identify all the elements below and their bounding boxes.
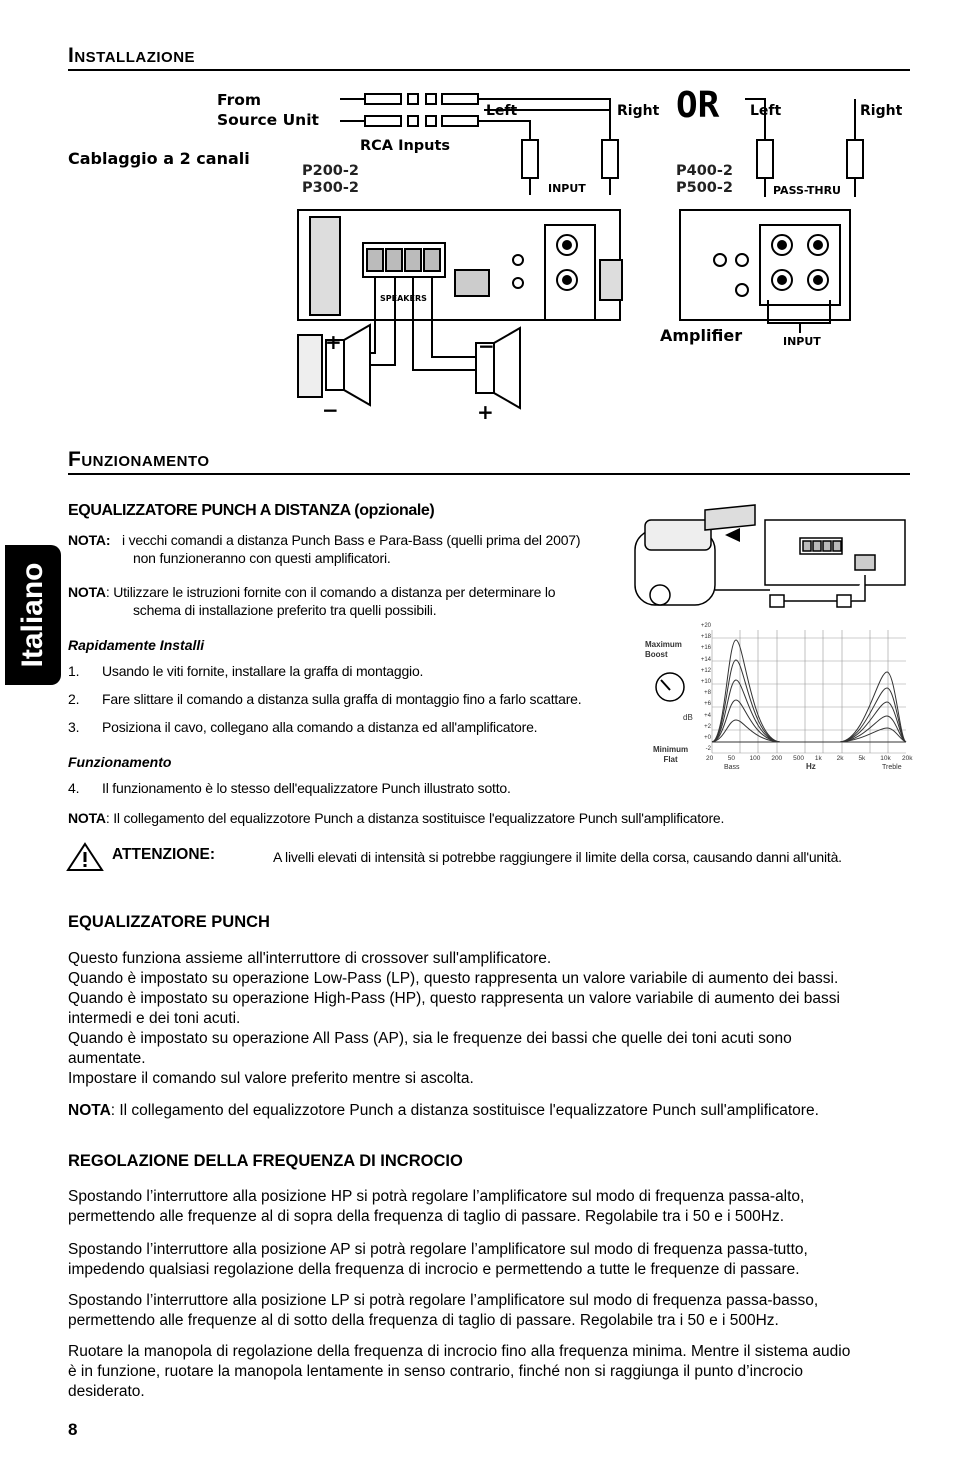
remote-control-illustration [615,500,910,620]
step-number: 2. [68,691,80,707]
note-2-line1: : Utilizzare le istruzioni fornite con il comando a distanza per determinare lo [105,584,556,600]
punch-eq-note [68,1101,910,1121]
note-2-label: NOTA [68,584,106,600]
eq-y-ticks [695,621,711,755]
left-label-b: Left [750,103,782,119]
operation-subheading: Funzionamento [68,754,172,770]
remote-eq-heading-text: EQUALIZZATORE PUNCH A DISTANZA [68,502,351,519]
eq-x-tick: 10k [880,755,891,762]
eq-x-tick: 2k [836,755,844,762]
list-item [68,718,628,746]
eq-y-tick: +8 [704,690,711,697]
note-1-label: NOTA: [68,532,111,548]
punch-eq-line: Questo funziona assieme all'interruttore di crossover sull'amplificatore. [68,950,552,967]
note-3 [68,809,910,827]
crossover-line: Spostando l’interruttore alla posizione LP si potrà regolare l’amplificatore sul modo di frequenza passa-basso, [68,1292,819,1309]
eq-db-label: dB [683,713,693,722]
step-text: Posiziona il cavo, collegano alla comando a distanza ed all'amplificatore. [102,719,538,735]
model-p300: P300-2 [302,180,360,196]
list-item [68,662,628,690]
crossover-line: permettendo alle frequenze al di sotto della frequenza di taglio di passare. Regolabile tra i 50 e i 500Hz. [68,1312,779,1329]
note-2 [68,583,628,619]
punch-eq-line: Quando è impostato su operazione High-Pass (HP), questo rappresenta un valore variabile di aumento dei bassi [68,990,840,1007]
punch-eq-body [68,949,910,1089]
eq-min-line2: Flat [663,755,678,764]
step-number: 3. [68,719,80,735]
eq-y-tick: +20 [700,623,711,629]
language-side-tab [5,545,61,685]
punch-eq-line: Impostare il comando sul valore preferito mentre si ascolta. [68,1070,474,1087]
eq-min-flat-label [653,745,688,765]
punch-eq-line: aumentate. [68,1050,146,1067]
step-text: Fare slittare il comando a distanza sulla graffa di montaggio fino a farlo scattare. [102,691,582,707]
punch-eq-note-label: NOTA [68,1102,111,1119]
crossover-line: Spostando l’interruttore alla posizione HP si potrà regolare l’amplificatore sul modo di frequenza passa-alto, [68,1188,805,1205]
note-2-line2: schema di installazione preferito tra quelli possibili. [133,602,437,618]
from-source-line1: From [217,91,262,109]
punch-eq-note-text: : Il collegamento del equalizzotore Punch a distanza sostituisce l'equalizzatore Punch sull'amplificatore. [110,1102,819,1119]
note-3-text: : Il collegamento del equalizzotore Punch a distanza sostituisce l'equalizzatore Punch sull'amplificatore. [105,810,725,826]
warning-icon [66,842,104,872]
list-item [68,690,628,718]
crossover-heading: REGOLAZIONE DELLA FREQUENZA DI INCROCIO [68,1152,463,1170]
punch-eq-line: Quando è impostato su operazione Low-Pass (LP), questo rappresenta un valore variabile di aumento dei bassi. [68,970,839,987]
eq-max-line1: Maximum [645,640,682,649]
note-3-label: NOTA [68,810,106,826]
note-1-line1: i vecchi comandi a distanza Punch Bass e Para-Bass (quelli prima del 2007) [122,532,581,548]
model-list-a [302,163,359,197]
eq-y-tick: +18 [700,634,711,641]
page-number: 8 [68,1420,78,1439]
remote-eq-heading-suffix: (opzionale) [354,502,435,519]
model-list-b [676,163,733,197]
step-text: Usando le viti fornite, installare la graffa di montaggio. [102,663,424,679]
pass-thru-label: PASS-THRU [773,184,841,197]
eq-y-tick: +10 [700,679,711,686]
warning-text: A livelli elevati di intensità si potrebbe raggiungere il limite della corsa, causando danni all'unità. [273,849,842,865]
eq-y-tick: +0 [704,735,711,742]
input-label-b: INPUT [783,335,821,348]
crossover-line: impedendo qualsiasi regolazione della frequenza di incrocio e permettendo a tutte le frequenze di passare. [68,1261,800,1278]
operation-section-title: Funzionamento [68,448,210,471]
crossover-line: permettendo alle frequenze al di sopra della frequenza di taglio di passare. Regolabile tra i 50 e i 500Hz. [68,1208,785,1225]
eq-y-tick: +14 [700,656,711,663]
speaker-a-plus: + [325,330,342,354]
punch-eq-line: Quando è impostato su operazione All Pass (AP), sia le frequenze dei bassi che quelle dei toni acuti sono [68,1030,792,1047]
eq-y-tick: -2 [705,746,711,753]
eq-y-tick: +4 [704,712,711,719]
step-number: 4. [68,780,80,796]
eq-y-tick: +6 [704,701,711,708]
eq-y-tick: +16 [700,645,711,652]
crossover-paragraph-1 [68,1187,910,1227]
input-label-a: INPUT [548,182,586,195]
model-p500: P500-2 [676,180,734,196]
eq-y-tick: +12 [700,667,711,674]
step-number: 1. [68,663,80,679]
speaker-a-minus: − [322,398,339,422]
punch-eq-line: intermedi e dei toni acuti. [68,1010,241,1027]
from-source-label [217,90,319,130]
eq-hz-label: Hz [806,762,816,771]
right-label-b: Right [860,103,903,119]
or-label: OR [676,85,720,126]
install-steps-list [68,662,628,746]
step-text: Il funzionamento è lo stesso dell'equalizzatore Punch illustrato sotto. [102,780,511,796]
note-1-line2: non funzioneranno con questi amplificatori. [133,550,391,566]
crossover-line: Ruotare la manopola di regolazione della frequenza di incrocio fino alla frequenza minima. Mentre il sistema audio [68,1343,851,1360]
eq-x-tick: 50 [727,755,735,762]
eq-max-line2: Boost [645,650,668,659]
right-label-a: Right [617,103,660,119]
crossover-paragraph-3 [68,1291,910,1331]
eq-x-tick: 100 [749,755,761,762]
eq-min-line1: Minimum [653,745,689,754]
wiring-label: Cablaggio a 2 canali [68,149,250,168]
speaker-b-plus: + [477,400,494,424]
eq-bass-label: Bass [724,764,740,771]
crossover-paragraph-4 [68,1342,910,1402]
quick-install-subheading: Rapidamente Installi [68,637,205,653]
model-p400: P400-2 [676,163,734,179]
crossover-line: Spostando l’interruttore alla posizione AP si potrà regolare l’amplificatore sul modo di frequenza passa-tutto, [68,1241,808,1258]
eq-x-tick: 1k [814,755,822,762]
eq-x-tick: 20k [902,755,913,762]
speaker-b-minus: − [478,334,495,358]
amplifier-label: Amplifier [660,326,743,345]
eq-treble-label: Treble [882,764,902,771]
eq-y-tick: +2 [704,723,711,730]
eq-x-tick: 500 [793,755,804,762]
crossover-line: desiderato. [68,1383,145,1400]
install-title-rule [68,69,910,71]
warning-label: ATTENZIONE: [112,846,216,863]
install-section-title: Installazione [68,44,196,67]
note-1 [68,531,628,567]
speakers-label: SPEAKERS [380,294,427,303]
eq-x-tick: 20 [706,755,714,762]
from-source-line2: Source Unit [217,111,319,129]
eq-x-tick: 200 [771,755,783,762]
language-tab-label: Italiano [16,562,49,668]
crossover-line: è in funzione, ruotare la manopola lentamente in senso contrario, finché non si raggiunga il punto d’incrocio [68,1363,803,1380]
wiring-diagram [210,85,910,430]
model-p200: P200-2 [302,163,360,179]
crossover-paragraph-2 [68,1240,910,1280]
step-4 [68,779,628,797]
eq-x-tick: 5k [858,755,866,762]
punch-eq-heading: EQUALIZZATORE PUNCH [68,913,270,931]
remote-eq-heading [68,502,434,520]
left-label-a: Left [486,103,518,119]
eq-max-boost-label [645,640,682,660]
operation-title-rule [68,473,910,475]
rca-inputs-label: RCA Inputs [360,138,451,154]
